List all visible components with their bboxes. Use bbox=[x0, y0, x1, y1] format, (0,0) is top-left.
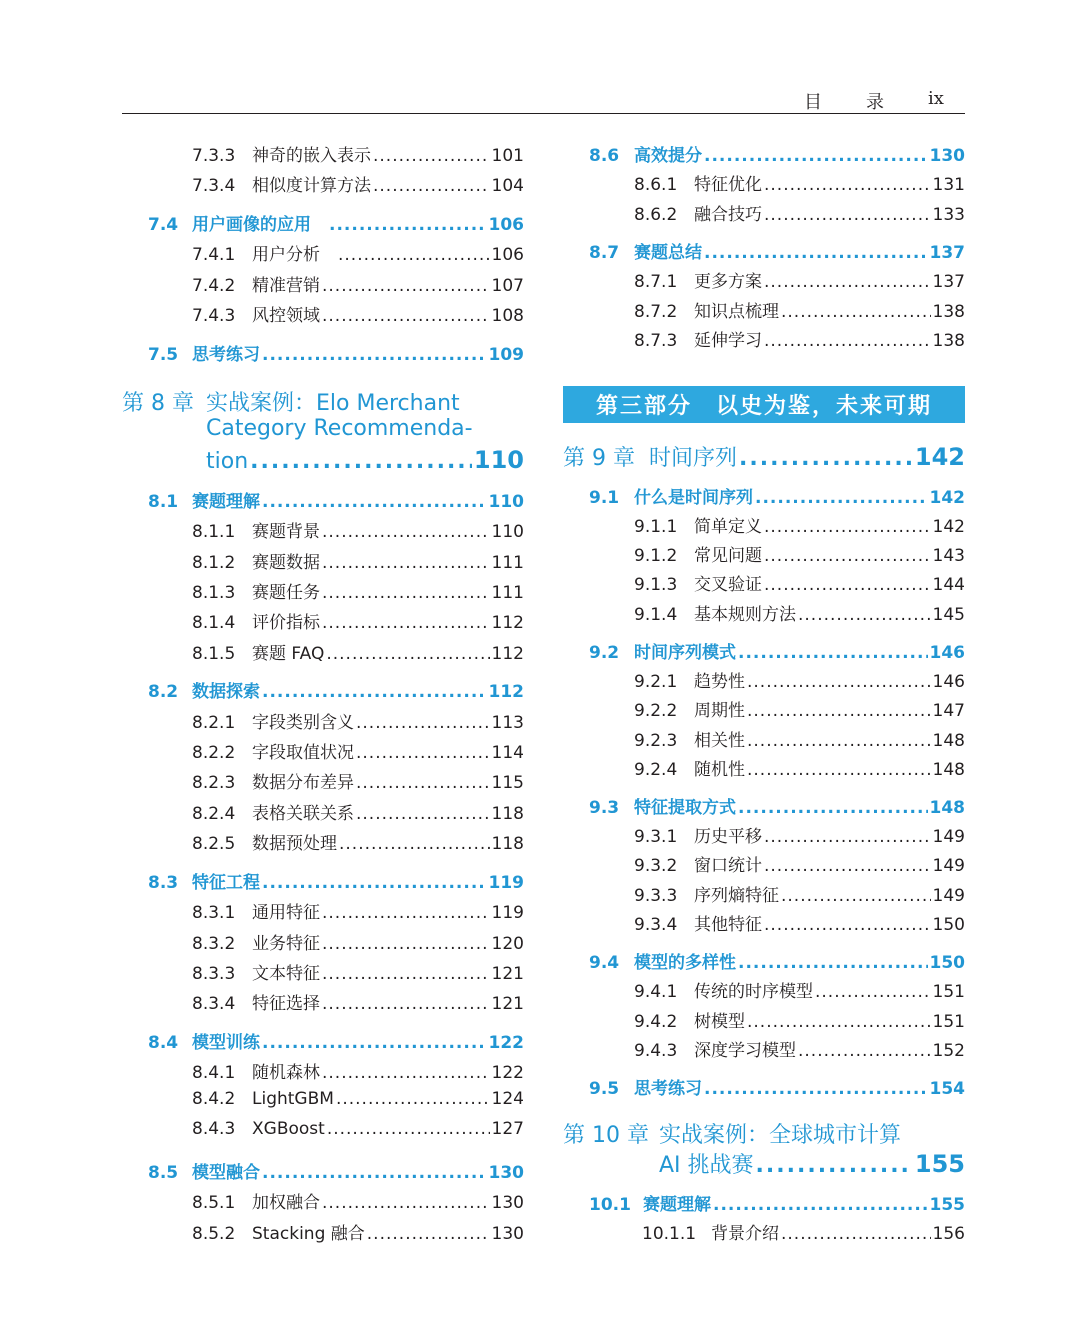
toc-entry[interactable]: 8.2.2 字段取值状况 ..... 114 bbox=[192, 738, 524, 762]
toc-section[interactable]: 8.7 赛题总结 ..... 137 bbox=[589, 238, 965, 262]
toc-entry[interactable]: 9.3.2 窗口统计 ..... 149 bbox=[634, 851, 965, 875]
toc-entry[interactable]: 8.2.5 数据预处理 ..... 118 bbox=[192, 829, 524, 853]
toc-entry[interactable]: 8.4.3 XGBoost ..... 127 bbox=[192, 1119, 524, 1143]
toc-entry[interactable]: 10.1.1 背景介绍 ..... 156 bbox=[642, 1219, 965, 1243]
part-three-banner[interactable]: 第三部分 以史为鉴，未来可期 bbox=[563, 386, 965, 423]
chapter-8-title-line3[interactable]: tion ..... 110 bbox=[206, 446, 524, 474]
toc-entry[interactable]: 8.3.2 业务特征 ..... 120 bbox=[192, 929, 524, 953]
toc-section[interactable]: 8.1 赛题理解 ..... 110 bbox=[148, 487, 524, 511]
toc-entry[interactable]: 8.3.3 文本特征 ..... 121 bbox=[192, 959, 524, 983]
toc-entry[interactable]: 8.7.1 更多方案 ..... 137 bbox=[634, 267, 965, 291]
toc-section[interactable]: 7.5 思考练习 ..... 109 bbox=[148, 340, 524, 364]
toc-entry[interactable]: 8.6.1 特征优化 ..... 131 bbox=[634, 170, 965, 194]
toc-entry[interactable]: 7.3.4 相似度计算方法 ..... 104 bbox=[192, 171, 524, 195]
toc-section[interactable]: 9.1 什么是时间序列 ..... 142 bbox=[589, 483, 965, 507]
toc-entry[interactable]: 8.1.2 赛题数据 ..... 111 bbox=[192, 548, 524, 572]
toc-entry[interactable]: 9.4.1 传统的时序模型 ..... 151 bbox=[634, 977, 965, 1001]
toc-entry[interactable]: 9.1.3 交叉验证 ..... 144 bbox=[634, 570, 965, 594]
toc-entry[interactable]: 9.3.4 其他特征 ..... 150 bbox=[634, 910, 965, 934]
toc-section[interactable]: 8.4 模型训练 ..... 122 bbox=[148, 1028, 524, 1052]
toc-entry[interactable]: 9.3.3 序列熵特征 ..... 149 bbox=[634, 881, 965, 905]
toc-entry[interactable]: 8.4.2 LightGBM ..... 124 bbox=[192, 1089, 524, 1113]
toc-entry[interactable]: 9.1.1 简单定义 ..... 142 bbox=[634, 512, 965, 536]
chapter-10-title-line1[interactable]: 实战案例：全球城市计算 bbox=[659, 1123, 902, 1148]
header-char-mu: 目 bbox=[804, 92, 822, 113]
toc-entry[interactable]: 8.3.4 特征选择 ..... 121 bbox=[192, 989, 524, 1013]
toc-entry[interactable]: 8.5.2 Stacking 融合 ..... 130 bbox=[192, 1219, 524, 1243]
header-page-number: ix bbox=[928, 88, 944, 109]
toc-entry[interactable]: 9.4.3 深度学习模型 ..... 152 bbox=[634, 1036, 965, 1060]
toc-entry[interactable]: 8.3.1 通用特征 ..... 119 bbox=[192, 898, 524, 922]
toc-entry[interactable]: 8.1.4 评价指标 ..... 112 bbox=[192, 608, 524, 632]
toc-entry[interactable]: 8.7.3 延伸学习 ..... 138 bbox=[634, 326, 965, 350]
toc-entry[interactable]: 8.7.2 知识点梳理 ..... 138 bbox=[634, 297, 965, 321]
chapter-8-title-line1[interactable]: 实战案例：Elo Merchant bbox=[206, 391, 460, 416]
toc-entry[interactable]: 8.2.4 表格关联关系 ..... 118 bbox=[192, 799, 524, 823]
toc-entry[interactable]: 7.4.1 用户分析 ..... 106 bbox=[192, 240, 524, 264]
toc-entry[interactable]: 8.4.1 随机森林 ..... 122 bbox=[192, 1058, 524, 1082]
toc-section[interactable]: 8.5 模型融合 ..... 130 bbox=[148, 1158, 524, 1182]
toc-entry[interactable]: 7.3.3 神奇的嵌入表示 ..... 101 bbox=[192, 141, 524, 165]
toc-section[interactable]: 8.2 数据探索 ..... 112 bbox=[148, 677, 524, 701]
toc-entry[interactable]: 7.4.3 风控领域 ..... 108 bbox=[192, 301, 524, 325]
toc-section[interactable]: 10.1 赛题理解 ..... 155 bbox=[589, 1190, 965, 1214]
toc-entry[interactable]: 9.3.1 历史平移 ..... 149 bbox=[634, 822, 965, 846]
toc-entry[interactable]: 9.2.3 相关性 ..... 148 bbox=[634, 726, 965, 750]
header-char-lu: 录 bbox=[866, 92, 884, 113]
toc-section[interactable]: 9.3 特征提取方式 ..... 148 bbox=[589, 793, 965, 817]
chapter-9-heading[interactable]: 第 9 章 时间序列 ..... 142 bbox=[563, 441, 965, 472]
running-header bbox=[800, 88, 965, 112]
toc-entry[interactable]: 8.2.1 字段类别含义 ..... 113 bbox=[192, 708, 524, 732]
toc-entry[interactable]: 7.4.2 精准营销 ..... 107 bbox=[192, 271, 524, 295]
toc-entry[interactable]: 8.1.3 赛题任务 ..... 111 bbox=[192, 578, 524, 602]
toc-section[interactable]: 9.2 时间序列模式 ..... 146 bbox=[589, 638, 965, 662]
toc-entry[interactable]: 9.2.2 周期性 ..... 147 bbox=[634, 696, 965, 720]
toc-entry[interactable]: 8.1.1 赛题背景 ..... 110 bbox=[192, 517, 524, 541]
toc-section[interactable]: 9.4 模型的多样性 ..... 150 bbox=[589, 948, 965, 972]
toc-entry[interactable]: 8.5.1 加权融合 ..... 130 bbox=[192, 1188, 524, 1212]
toc-entry[interactable]: 8.6.2 融合技巧 ..... 133 bbox=[634, 200, 965, 224]
toc-entry[interactable]: 8.2.3 数据分布差异 ..... 115 bbox=[192, 768, 524, 792]
toc-section[interactable]: 8.3 特征工程 ..... 119 bbox=[148, 868, 524, 892]
toc-entry[interactable]: 9.1.4 基本规则方法 ..... 145 bbox=[634, 600, 965, 624]
toc-entry[interactable]: 9.2.1 趋势性 ..... 146 bbox=[634, 667, 965, 691]
chapter-8-number[interactable]: 第 8 章 bbox=[122, 391, 194, 416]
chapter-8-title-line2[interactable]: Category Recommenda- bbox=[206, 416, 473, 441]
toc-section[interactable]: 9.5 思考练习 ..... 154 bbox=[589, 1074, 965, 1098]
toc-section[interactable]: 8.6 高效提分 ..... 130 bbox=[589, 141, 965, 165]
chapter-8-page: 110 bbox=[473, 446, 524, 474]
toc-entry[interactable]: 9.1.2 常见问题 ..... 143 bbox=[634, 541, 965, 565]
chapter-10-page: 155 bbox=[914, 1150, 965, 1178]
toc-entry[interactable]: 9.4.2 树模型 ..... 151 bbox=[634, 1007, 965, 1031]
toc-section[interactable]: 7.4 用户画像的应用 ..... 106 bbox=[148, 210, 524, 234]
header-rule bbox=[122, 113, 965, 114]
toc-entry[interactable]: 8.1.5 赛题 FAQ ..... 112 bbox=[192, 639, 524, 663]
chapter-10-number[interactable]: 第 10 章 bbox=[563, 1123, 649, 1148]
toc-entry[interactable]: 9.2.4 随机性 ..... 148 bbox=[634, 755, 965, 779]
chapter-10-title-line2[interactable]: AI 挑战赛 ..... 155 bbox=[659, 1148, 965, 1179]
